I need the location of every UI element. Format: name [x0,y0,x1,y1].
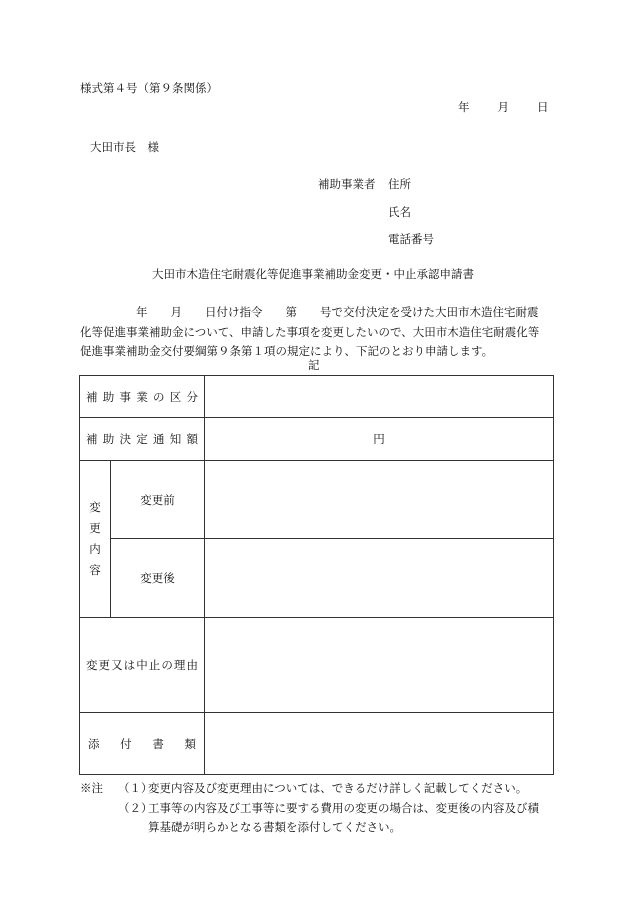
document-title: 大田市木造住宅耐震化等促進事業補助金変更・中止承認申請書 [152,267,474,281]
recipient: 大田市長 様 [90,140,159,154]
form-number: 様式第４号（第９条関係） [80,81,218,95]
row-change-before [80,461,554,539]
change-content-char: 容 [89,563,101,577]
notes-prefix: ※注 [80,781,103,795]
address-label: 住所 [388,177,411,191]
date-day: 日 [537,100,549,114]
change-content-label [80,461,111,618]
project-category-field[interactable] [205,376,554,418]
note-1-number: （１） [118,781,153,795]
change-content-char: 内 [89,542,101,556]
attachments-label: 添付書類 [80,713,205,775]
row-change-after [80,539,554,618]
reason-label: 変更又は中止の理由 [80,618,205,713]
ki-marker: 記 [308,358,320,372]
statement-line-3: 促進事業補助金交付要綱第９条第１項の規定により、下記のとおり申請します。 [80,344,494,358]
decision-amount-field[interactable] [205,418,554,461]
project-category-label: 補助事業の区分 [80,376,205,418]
statement-line-1: 年 月 日付け指令 第 号で交付決定を受けた大田市木造住宅耐震 [136,305,539,319]
applicant-label: 補助事業者 [318,177,376,191]
change-content-char: 変 [89,500,101,514]
row-attachments [80,713,554,775]
row-decision-amount [80,418,554,461]
before-label: 変更前 [111,461,205,539]
notes [80,779,539,838]
date-month: 月 [497,100,509,114]
statement-line-2: 化等促進事業補助金について、申請した事項を変更したいので、大田市木造住宅耐震化等 [80,324,540,339]
date-year: 年 [458,100,470,114]
yen-unit: 円 [373,432,385,446]
row-reason [80,618,554,713]
attachments-field[interactable] [205,713,554,775]
name-label: 氏名 [388,205,411,219]
change-content-char: 更 [89,521,101,535]
phone-label: 電話番号 [388,232,434,246]
application-statement [80,303,555,362]
after-label: 変更後 [111,539,205,618]
reason-field[interactable] [205,618,554,713]
before-field[interactable] [205,461,554,539]
after-field[interactable] [205,539,554,618]
date-line [458,99,549,115]
row-project-category [80,376,554,418]
decision-amount-label: 補助決定通知額 [80,418,205,461]
note-2-text-line-1: 工事等の内容及び工事等に要する費用の変更の場合は、変更後の内容及び積 [148,800,539,815]
note-2-number: （２） [118,800,153,815]
application-form-table [79,375,554,775]
note-1-text: 変更内容及び変更理由については、できるだけ詳しく記載してください。 [148,781,528,795]
note-2-text-line-2: 算基礎が明らかとなる書類を添付してください。 [148,820,401,834]
